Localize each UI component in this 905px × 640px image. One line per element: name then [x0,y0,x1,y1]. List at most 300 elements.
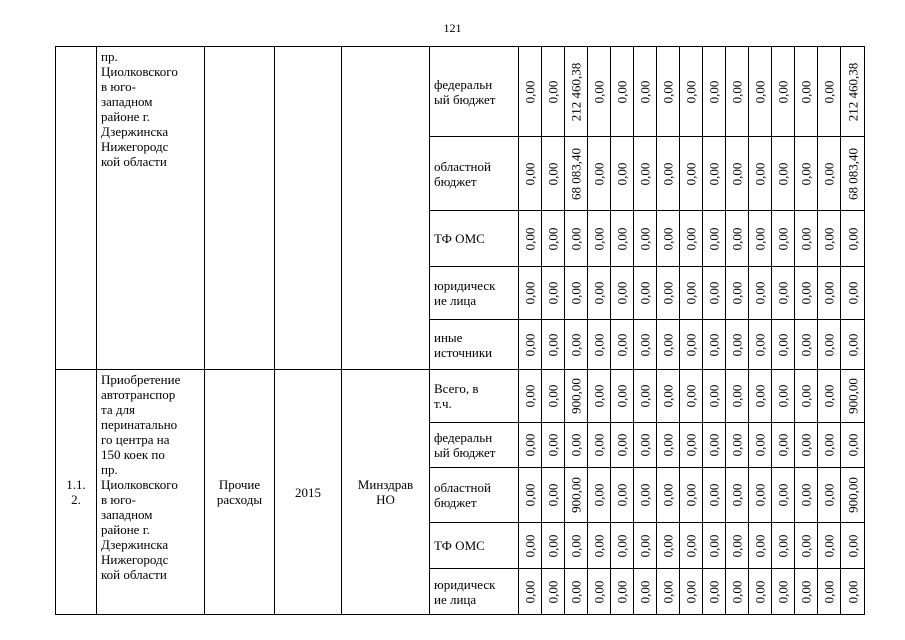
value-text: 0,00 [637,580,653,603]
value-cell [588,137,611,211]
value-cell [772,137,795,211]
funding-source-line: федеральн [434,430,493,445]
value-text: 0,00 [798,580,814,603]
value-cell [841,211,865,267]
value-text: 0,00 [798,333,814,356]
value-cell [588,267,611,320]
value-text: 0,00 [752,433,768,457]
value-text: 0,00 [637,483,653,507]
value-text: 0,00 [545,534,561,557]
value-cell [519,423,542,468]
value-cell [657,267,680,320]
value-text: 0,00 [614,281,630,305]
item-name-line: та для [101,402,135,417]
value-text: 0,00 [591,227,607,250]
value-text: 0,00 [545,580,561,603]
value-cell [611,47,634,137]
value-text: 0,00 [660,162,676,185]
value-text: 0,00 [660,483,676,507]
funding-source-line: юридическ [434,576,496,592]
value-text: 0,00 [683,227,699,250]
value-cell [795,523,818,569]
budget-table [55,46,865,615]
value-cell [519,211,542,267]
value-text: 0,00 [798,281,814,305]
value-cell [542,569,565,615]
executor [342,47,430,370]
value-text: 0,00 [614,534,630,557]
funding-source [430,423,519,468]
value-cell [634,569,657,615]
value-text: 0,00 [614,483,630,507]
value-text: 0,00 [614,333,630,356]
value-text: 68 083,40 [568,147,584,200]
value-text: 0,00 [821,433,837,457]
funding-source-line: бюджет [434,495,477,510]
value-cell [726,320,749,370]
value-text: 0,00 [752,483,768,507]
value-cell [634,468,657,523]
value-cell [542,523,565,569]
item-name [97,47,205,370]
value-text: 0,00 [798,483,814,507]
value-text: 0,00 [845,534,860,557]
value-cell [726,211,749,267]
value-cell [588,523,611,569]
funding-source-line: областной [434,158,491,174]
item-name-line: пр. [101,49,118,64]
value-cell [841,523,865,569]
value-cell [634,320,657,370]
value-cell [749,370,772,423]
item-name-line: пр. [101,462,118,477]
value-cell [611,468,634,523]
value-text: 0,00 [706,281,722,305]
year: 2015 [275,370,342,615]
value-cell [841,267,865,320]
value-text: 0,00 [798,162,814,185]
value-cell [542,370,565,423]
value-cell [588,211,611,267]
value-cell [565,267,588,320]
value-text: 0,00 [775,384,791,408]
value-cell [542,320,565,370]
value-text: 0,00 [683,281,699,305]
value-text: 0,00 [752,534,768,557]
item-name-line: западном [101,507,153,522]
value-cell [703,370,726,423]
value-cell [542,267,565,320]
value-text: 0,00 [821,80,837,103]
value-text: 0,00 [821,534,837,557]
value-cell [519,137,542,211]
value-cell [657,211,680,267]
expense-type-line: Прочие [218,477,261,492]
value-text: 0,00 [568,227,584,250]
value-text: 0,00 [660,384,676,408]
item-name-line: автотранспор [101,387,176,402]
funding-source [430,137,519,211]
value-cell [726,370,749,423]
item-name-line: 150 коек по [101,447,165,462]
value-text: 0,00 [522,433,538,457]
value-cell [519,267,542,320]
executor-line: Минздрав [357,477,414,492]
value-text: 0,00 [729,333,745,356]
value-cell [519,370,542,423]
value-cell [818,211,841,267]
value-text: 0,00 [729,162,745,185]
value-cell [542,211,565,267]
value-text: 0,00 [798,534,814,557]
table-row [56,370,865,423]
value-cell [772,569,795,615]
value-text: 0,00 [545,227,561,250]
value-text: 0,00 [637,162,653,185]
value-cell [772,267,795,320]
value-text: 0,00 [729,384,745,408]
value-text: 0,00 [614,580,630,603]
funding-source [430,569,519,615]
value-cell [611,137,634,211]
value-cell [680,47,703,137]
value-cell [565,47,588,137]
value-text: 0,00 [591,580,607,603]
value-text: 0,00 [683,80,699,103]
value-cell [841,137,865,211]
value-cell [634,211,657,267]
value-cell [703,267,726,320]
value-cell [795,137,818,211]
table-row [56,47,865,137]
item-name-line: районе г. [101,109,150,124]
value-text: 0,00 [522,534,538,557]
value-cell [588,47,611,137]
value-cell [680,523,703,569]
value-text: 0,00 [660,227,676,250]
value-text: 900,00 [845,477,860,513]
value-cell [703,47,726,137]
funding-source [430,211,519,267]
value-cell [772,423,795,468]
value-cell [634,423,657,468]
value-text: 0,00 [568,333,584,356]
funding-source-line: ТФ ОМС [434,231,485,246]
value-text: 0,00 [821,333,837,356]
value-text: 0,00 [821,162,837,185]
value-text: 0,00 [637,333,653,356]
value-text: 0,00 [775,433,791,457]
value-text: 0,00 [614,227,630,250]
value-text: 0,00 [614,433,630,457]
value-cell [542,468,565,523]
value-cell [542,423,565,468]
value-cell [680,370,703,423]
item-name-line: Нижегородс [101,552,169,567]
value-cell [818,370,841,423]
value-cell [841,569,865,615]
value-cell [703,211,726,267]
value-text: 0,00 [591,80,607,103]
value-cell [703,320,726,370]
value-cell [818,569,841,615]
value-text: 212 460,38 [845,62,860,121]
funding-source-line: юридическ [434,278,496,293]
value-cell [841,468,865,523]
value-cell [657,47,680,137]
value-text: 0,00 [775,333,791,356]
value-text: 0,00 [752,281,768,305]
value-text: 0,00 [798,227,814,250]
expense-type [205,47,275,370]
value-text: 0,00 [752,80,768,103]
value-text: 0,00 [729,483,745,507]
value-text: 0,00 [545,162,561,185]
value-text: 0,00 [522,384,538,408]
value-text: 0,00 [775,80,791,103]
value-cell [818,523,841,569]
value-cell [818,423,841,468]
value-text: 900,00 [568,378,584,414]
value-text: 0,00 [637,80,653,103]
value-text: 0,00 [683,580,699,603]
value-cell [611,211,634,267]
value-cell [542,47,565,137]
value-cell [634,267,657,320]
value-text: 900,00 [568,477,584,513]
value-text: 0,00 [614,162,630,185]
value-cell [726,468,749,523]
value-cell [588,423,611,468]
value-text: 0,00 [775,281,791,305]
value-text: 0,00 [683,384,699,408]
value-text: 0,00 [775,162,791,185]
value-text: 0,00 [568,580,584,603]
value-text: 0,00 [660,80,676,103]
value-cell [611,423,634,468]
value-cell [841,423,865,468]
value-text: 0,00 [752,162,768,185]
funding-source-line: бюджет [434,173,477,189]
value-text: 0,00 [522,281,538,305]
value-cell [657,320,680,370]
value-cell [795,423,818,468]
value-text: 0,00 [821,384,837,408]
value-text: 0,00 [706,162,722,185]
value-cell [611,370,634,423]
value-text: 0,00 [637,534,653,557]
value-text: 0,00 [706,384,722,408]
value-cell [726,267,749,320]
value-text: 0,00 [845,227,860,250]
value-text: 0,00 [683,162,699,185]
value-cell [841,47,865,137]
value-text: 0,00 [821,281,837,305]
value-cell [749,47,772,137]
value-cell [519,468,542,523]
funding-source-line: ый бюджет [434,445,496,460]
item-name-line: в юго- [101,492,136,507]
value-text: 0,00 [660,281,676,305]
value-cell [772,370,795,423]
value-cell [795,211,818,267]
value-cell [657,468,680,523]
value-text: 0,00 [706,534,722,557]
value-text: 0,00 [683,333,699,356]
value-text: 0,00 [614,384,630,408]
value-text: 0,00 [545,281,561,305]
funding-source-line: ие лица [434,591,477,607]
value-cell [749,320,772,370]
value-cell [726,137,749,211]
value-cell [519,569,542,615]
funding-source-line: областной [434,480,491,495]
funding-source [430,47,519,137]
value-text: 0,00 [522,580,538,603]
funding-source-line: т.ч. [434,396,452,411]
value-text: 0,00 [545,333,561,356]
value-text: 0,00 [821,580,837,603]
value-cell [680,137,703,211]
funding-source-line: иные [434,329,463,345]
value-text: 0,00 [706,80,722,103]
value-text: 0,00 [775,534,791,557]
item-number-line: 1.1. [66,477,86,492]
value-text: 0,00 [729,281,745,305]
value-text: 0,00 [798,384,814,408]
item-name-line: Дзержинска [101,124,169,139]
value-cell [841,320,865,370]
value-text: 212 460,38 [568,62,584,121]
value-text: 0,00 [591,281,607,305]
item-name-line: районе г. [101,522,150,537]
item-name-line: Нижегородс [101,139,169,154]
item-name-line: перинатально [101,417,178,432]
value-cell [680,211,703,267]
value-cell [749,211,772,267]
value-text: 0,00 [706,433,722,457]
value-text: 0,00 [637,384,653,408]
value-cell [680,569,703,615]
value-text: 0,00 [591,333,607,356]
value-cell [657,137,680,211]
value-cell [657,423,680,468]
value-text: 0,00 [706,580,722,603]
item-name-line: западном [101,94,153,109]
value-cell [519,523,542,569]
year [275,47,342,370]
value-text: 0,00 [845,333,860,356]
value-text: 0,00 [614,80,630,103]
value-cell [588,320,611,370]
funding-source [430,370,519,423]
funding-source-line: ТФ ОМС [434,538,485,553]
value-cell [703,523,726,569]
value-cell [565,468,588,523]
value-cell [795,370,818,423]
value-text: 0,00 [591,534,607,557]
value-cell [795,320,818,370]
value-cell [818,468,841,523]
item-name-line: Приобретение [101,372,181,387]
value-text: 0,00 [845,433,860,457]
value-text: 0,00 [775,580,791,603]
value-cell [703,569,726,615]
value-text: 0,00 [522,162,538,185]
value-text: 0,00 [522,227,538,250]
value-cell [703,137,726,211]
value-cell [703,423,726,468]
item-name-line: кой области [101,154,167,169]
value-cell [565,211,588,267]
value-cell [588,370,611,423]
value-text: 0,00 [729,80,745,103]
value-text: 0,00 [798,80,814,103]
value-cell [542,137,565,211]
executor-line: НО [376,492,395,507]
value-cell [726,423,749,468]
value-text: 0,00 [660,580,676,603]
value-cell [680,468,703,523]
value-text: 900,00 [845,378,860,414]
value-cell [772,320,795,370]
value-text: 0,00 [683,433,699,457]
value-text: 0,00 [545,384,561,408]
item-number [56,47,97,370]
funding-source [430,523,519,569]
value-text: 68 083,40 [845,147,860,200]
funding-source [430,320,519,370]
value-cell [657,523,680,569]
value-text: 0,00 [752,384,768,408]
value-text: 0,00 [798,433,814,457]
value-cell [749,523,772,569]
value-cell [519,320,542,370]
value-text: 0,00 [568,433,584,457]
value-cell [818,320,841,370]
funding-source-line: ие лица [434,293,477,308]
value-cell [726,523,749,569]
value-cell [726,569,749,615]
value-text: 0,00 [729,534,745,557]
item-name [97,370,205,615]
value-text: 0,00 [522,80,538,103]
value-text: 0,00 [683,534,699,557]
value-cell [634,523,657,569]
value-cell [680,423,703,468]
value-cell [818,137,841,211]
value-text: 0,00 [637,433,653,457]
value-cell [588,569,611,615]
value-cell [611,320,634,370]
item-number [56,370,97,615]
item-name-line: Циолковского [101,477,178,492]
value-text: 0,00 [775,227,791,250]
value-cell [588,468,611,523]
value-text: 0,00 [845,580,860,603]
value-cell [795,468,818,523]
funding-source-line: Всего, в [434,381,479,396]
value-text: 0,00 [729,227,745,250]
value-cell [841,370,865,423]
value-cell [657,370,680,423]
value-text: 0,00 [845,281,860,305]
value-text: 0,00 [775,483,791,507]
value-text: 0,00 [591,384,607,408]
value-text: 0,00 [660,433,676,457]
value-text: 0,00 [683,483,699,507]
value-cell [772,468,795,523]
